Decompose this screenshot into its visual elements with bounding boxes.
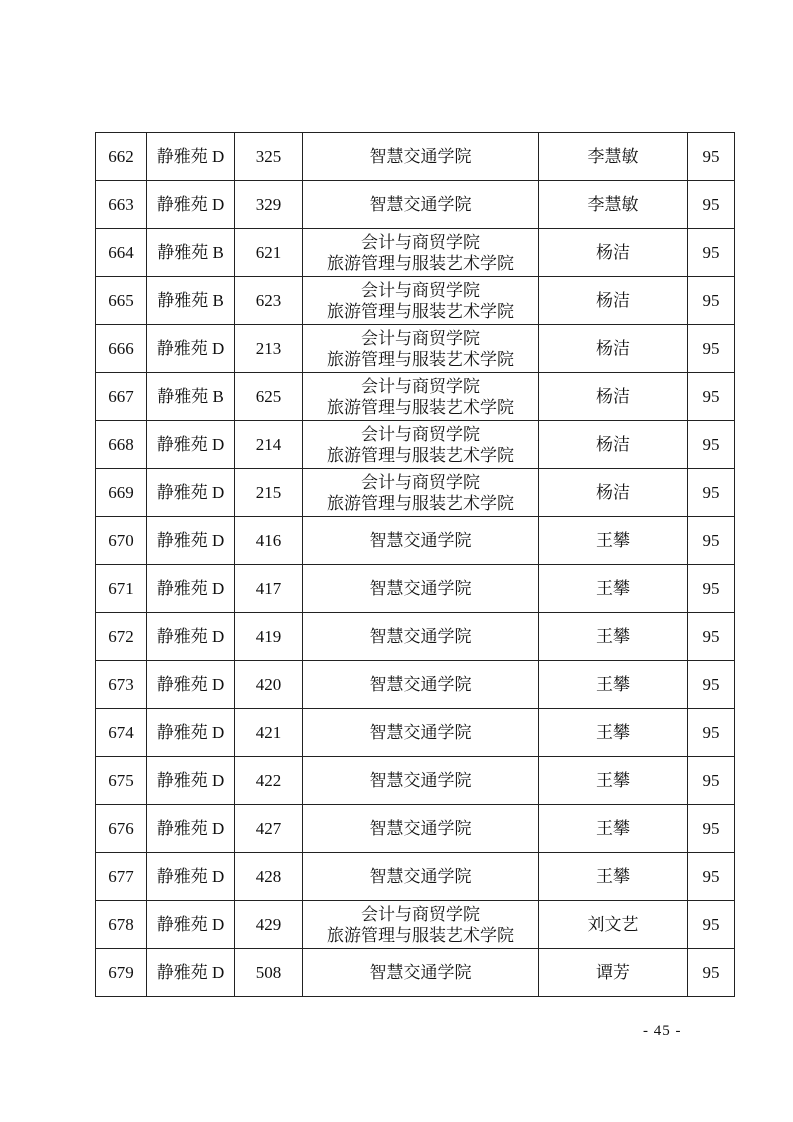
room-cell: 623 <box>235 277 303 325</box>
teacher-cell: 杨洁 <box>539 277 688 325</box>
college-cell <box>303 229 539 277</box>
room-cell: 416 <box>235 517 303 565</box>
college-name: 旅游管理与服装艺术学院 <box>327 253 514 273</box>
college-name: 旅游管理与服装艺术学院 <box>327 397 514 417</box>
building-cell: 静雅苑 D <box>147 181 235 229</box>
college-name: 旅游管理与服装艺术学院 <box>327 493 514 513</box>
college-name: 智慧交通学院 <box>369 147 472 166</box>
score-cell: 95 <box>688 805 735 853</box>
teacher-cell: 刘文艺 <box>539 901 688 949</box>
building-cell: 静雅苑 D <box>147 469 235 517</box>
college-cell <box>303 517 539 565</box>
building-cell: 静雅苑 D <box>147 613 235 661</box>
building-cell: 静雅苑 D <box>147 757 235 805</box>
row-number-cell: 671 <box>96 565 147 613</box>
table-row <box>96 805 735 853</box>
row-number-cell: 664 <box>96 229 147 277</box>
teacher-cell: 杨洁 <box>539 421 688 469</box>
building-cell: 静雅苑 B <box>147 229 235 277</box>
college-name: 智慧交通学院 <box>369 771 472 790</box>
room-cell: 625 <box>235 373 303 421</box>
row-number-cell: 674 <box>96 709 147 757</box>
score-cell: 95 <box>688 949 735 997</box>
teacher-cell: 王攀 <box>539 613 688 661</box>
row-number-cell: 662 <box>96 133 147 181</box>
teacher-cell: 王攀 <box>539 661 688 709</box>
college-name: 智慧交通学院 <box>369 963 472 982</box>
score-cell: 95 <box>688 469 735 517</box>
college-name: 智慧交通学院 <box>369 579 472 598</box>
college-cell <box>303 613 539 661</box>
college-cell <box>303 469 539 517</box>
building-cell: 静雅苑 D <box>147 517 235 565</box>
table-row <box>96 133 735 181</box>
score-cell: 95 <box>688 709 735 757</box>
teacher-cell: 杨洁 <box>539 469 688 517</box>
college-name: 会计与商贸学院 <box>361 328 480 348</box>
room-cell: 419 <box>235 613 303 661</box>
college-name: 智慧交通学院 <box>369 531 472 550</box>
college-cell <box>303 853 539 901</box>
table-row <box>96 661 735 709</box>
room-cell: 422 <box>235 757 303 805</box>
teacher-cell: 王攀 <box>539 517 688 565</box>
table-row <box>96 181 735 229</box>
row-number-cell: 679 <box>96 949 147 997</box>
room-cell: 417 <box>235 565 303 613</box>
row-number-cell: 675 <box>96 757 147 805</box>
college-name: 会计与商贸学院 <box>361 280 480 300</box>
table-row <box>96 229 735 277</box>
score-cell: 95 <box>688 565 735 613</box>
teacher-cell: 杨洁 <box>539 229 688 277</box>
college-name: 会计与商贸学院 <box>361 472 480 492</box>
teacher-cell: 王攀 <box>539 805 688 853</box>
college-cell <box>303 757 539 805</box>
building-cell: 静雅苑 D <box>147 853 235 901</box>
dormitory-score-table <box>95 132 735 997</box>
table-body <box>96 133 735 997</box>
college-cell <box>303 901 539 949</box>
building-cell: 静雅苑 D <box>147 805 235 853</box>
college-name: 智慧交通学院 <box>369 723 472 742</box>
table-row <box>96 853 735 901</box>
row-number-cell: 669 <box>96 469 147 517</box>
room-cell: 329 <box>235 181 303 229</box>
college-name: 旅游管理与服装艺术学院 <box>327 301 514 321</box>
building-cell: 静雅苑 D <box>147 565 235 613</box>
table-row <box>96 709 735 757</box>
room-cell: 508 <box>235 949 303 997</box>
room-cell: 421 <box>235 709 303 757</box>
score-cell: 95 <box>688 517 735 565</box>
teacher-cell: 李慧敏 <box>539 181 688 229</box>
table-row <box>96 325 735 373</box>
table-row <box>96 421 735 469</box>
building-cell: 静雅苑 D <box>147 901 235 949</box>
row-number-cell: 676 <box>96 805 147 853</box>
college-cell <box>303 949 539 997</box>
teacher-cell: 王攀 <box>539 853 688 901</box>
table-row <box>96 613 735 661</box>
score-cell: 95 <box>688 133 735 181</box>
college-cell <box>303 805 539 853</box>
room-cell: 621 <box>235 229 303 277</box>
room-cell: 420 <box>235 661 303 709</box>
row-number-cell: 663 <box>96 181 147 229</box>
row-number-cell: 672 <box>96 613 147 661</box>
college-name: 会计与商贸学院 <box>361 232 480 252</box>
table-row <box>96 757 735 805</box>
college-cell <box>303 133 539 181</box>
college-name: 智慧交通学院 <box>369 819 472 838</box>
score-cell: 95 <box>688 661 735 709</box>
teacher-cell: 谭芳 <box>539 949 688 997</box>
table-row <box>96 901 735 949</box>
score-cell: 95 <box>688 757 735 805</box>
table-row <box>96 517 735 565</box>
room-cell: 428 <box>235 853 303 901</box>
building-cell: 静雅苑 D <box>147 325 235 373</box>
score-cell: 95 <box>688 901 735 949</box>
score-cell: 95 <box>688 853 735 901</box>
room-cell: 429 <box>235 901 303 949</box>
row-number-cell: 667 <box>96 373 147 421</box>
college-name: 旅游管理与服装艺术学院 <box>327 349 514 369</box>
building-cell: 静雅苑 B <box>147 277 235 325</box>
college-cell <box>303 277 539 325</box>
college-cell <box>303 661 539 709</box>
table-row <box>96 949 735 997</box>
table-row <box>96 277 735 325</box>
teacher-cell: 杨洁 <box>539 325 688 373</box>
teacher-cell: 王攀 <box>539 757 688 805</box>
row-number-cell: 668 <box>96 421 147 469</box>
room-cell: 215 <box>235 469 303 517</box>
teacher-cell: 王攀 <box>539 709 688 757</box>
page-number: - 45 - <box>643 1023 682 1039</box>
row-number-cell: 673 <box>96 661 147 709</box>
row-number-cell: 665 <box>96 277 147 325</box>
table-row <box>96 469 735 517</box>
building-cell: 静雅苑 B <box>147 373 235 421</box>
room-cell: 213 <box>235 325 303 373</box>
score-cell: 95 <box>688 373 735 421</box>
college-name: 旅游管理与服装艺术学院 <box>327 925 514 945</box>
college-cell <box>303 373 539 421</box>
college-name: 会计与商贸学院 <box>361 904 480 924</box>
row-number-cell: 677 <box>96 853 147 901</box>
building-cell: 静雅苑 D <box>147 949 235 997</box>
college-name: 旅游管理与服装艺术学院 <box>327 445 514 465</box>
room-cell: 325 <box>235 133 303 181</box>
building-cell: 静雅苑 D <box>147 421 235 469</box>
college-cell <box>303 565 539 613</box>
row-number-cell: 678 <box>96 901 147 949</box>
college-name: 会计与商贸学院 <box>361 376 480 396</box>
college-cell <box>303 181 539 229</box>
college-name: 智慧交通学院 <box>369 867 472 886</box>
score-cell: 95 <box>688 613 735 661</box>
room-cell: 427 <box>235 805 303 853</box>
teacher-cell: 杨洁 <box>539 373 688 421</box>
building-cell: 静雅苑 D <box>147 709 235 757</box>
room-cell: 214 <box>235 421 303 469</box>
college-cell <box>303 421 539 469</box>
college-cell <box>303 325 539 373</box>
row-number-cell: 670 <box>96 517 147 565</box>
college-name: 智慧交通学院 <box>369 675 472 694</box>
teacher-cell: 王攀 <box>539 565 688 613</box>
row-number-cell: 666 <box>96 325 147 373</box>
college-name: 智慧交通学院 <box>369 195 472 214</box>
score-cell: 95 <box>688 181 735 229</box>
score-cell: 95 <box>688 421 735 469</box>
building-cell: 静雅苑 D <box>147 133 235 181</box>
score-cell: 95 <box>688 229 735 277</box>
college-name: 智慧交通学院 <box>369 627 472 646</box>
table-row <box>96 373 735 421</box>
score-cell: 95 <box>688 325 735 373</box>
college-cell <box>303 709 539 757</box>
teacher-cell: 李慧敏 <box>539 133 688 181</box>
score-cell: 95 <box>688 277 735 325</box>
college-name: 会计与商贸学院 <box>361 424 480 444</box>
table-row <box>96 565 735 613</box>
building-cell: 静雅苑 D <box>147 661 235 709</box>
